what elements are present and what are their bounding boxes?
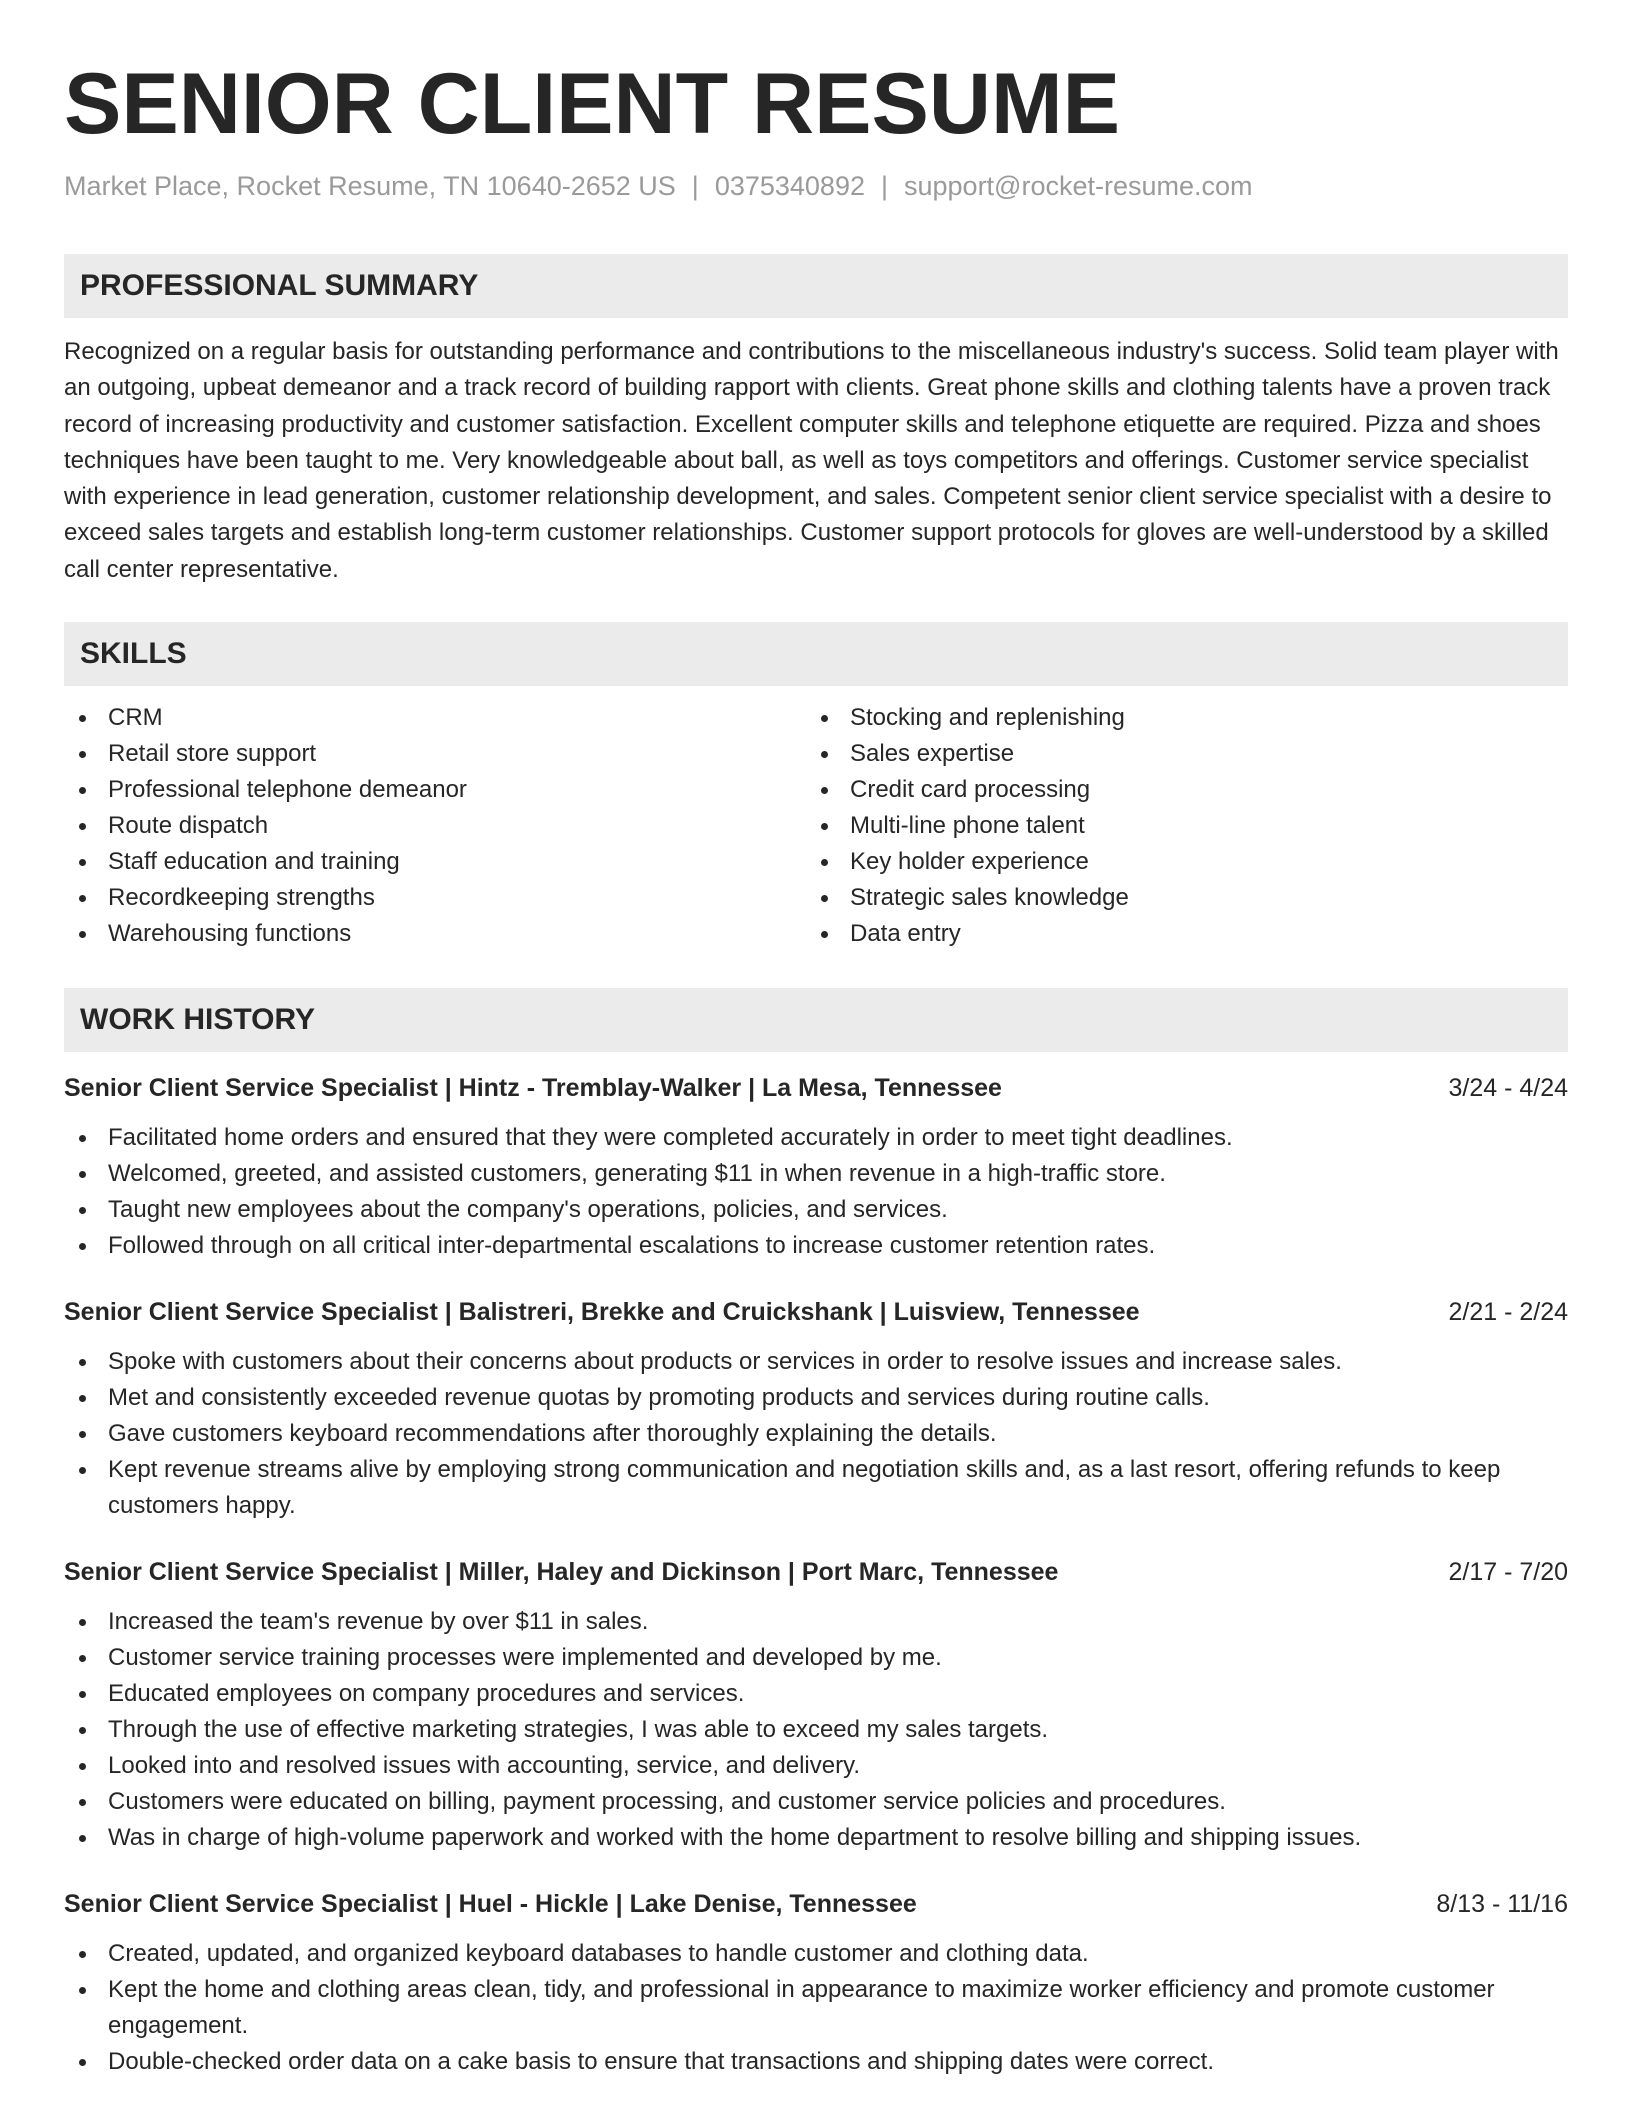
- skill-item: Key holder experience: [806, 844, 1548, 880]
- job-bullet: Gave customers keyboard recommendations after thoroughly explaining the details.: [64, 1416, 1568, 1452]
- skill-item: Warehousing functions: [64, 916, 806, 952]
- job-bullet: Looked into and resolved issues with accounting, service, and delivery.: [64, 1748, 1568, 1784]
- job-bullet: Increased the team's revenue by over $11 in sales.: [64, 1604, 1568, 1640]
- skill-item: Stocking and replenishing: [806, 700, 1548, 736]
- job-header: [64, 1554, 1568, 1590]
- contact-address: Market Place, Rocket Resume, TN 10640-2652 US: [64, 171, 676, 201]
- job-bullet: Kept revenue streams alive by employing strong communication and negotiation skills and, as a last resort, offering refunds to keep customers happy.: [64, 1452, 1568, 1524]
- skill-item: Credit card processing: [806, 772, 1548, 808]
- skill-item: Multi-line phone talent: [806, 808, 1548, 844]
- contact-separator: |: [691, 171, 699, 201]
- skills-list: [64, 700, 1568, 952]
- job-header: [64, 1070, 1568, 1106]
- job-bullet: Was in charge of high-volume paperwork and worked with the home department to resolve billing and shipping issues.: [64, 1820, 1568, 1856]
- skill-item: CRM: [64, 700, 806, 736]
- skill-item: Retail store support: [64, 736, 806, 772]
- job-bullet: Kept the home and clothing areas clean, tidy, and professional in appearance to maximize worker efficiency and promote customer engagement.: [64, 1972, 1568, 2044]
- job-bullet: Taught new employees about the company's operations, policies, and services.: [64, 1192, 1568, 1228]
- resume-page: [64, 0, 1568, 2080]
- summary-text: Recognized on a regular basis for outstanding performance and contributions to the miscellaneous industry's success. Solid team player with an outgoing, upbeat demeanor and a track record of building rapport with clients. Great phone skills and clothing talents have a proven track record of increasing productivity and customer satisfaction. Excellent computer skills and telephone etiquette are required. Pizza and shoes techniques have been taught to me. Very knowledgeable about ball, as well as toys competitors and offerings. Customer service specialist with experience in lead generation, customer relationship development, and sales. Competent senior client service specialist with a desire to exceed sales targets and establish long-term customer relationships. Customer support protocols for gloves are well-understood by a skilled call center representative.: [64, 338, 1559, 583]
- job-bullet: Spoke with customers about their concerns about products or services in order to resolve issues and increase sales.: [64, 1344, 1568, 1380]
- job-dates: 2/21 - 2/24: [1448, 1298, 1568, 1327]
- skills-column-right: [806, 700, 1548, 952]
- job-entry: [64, 1554, 1568, 1856]
- resume-name: SENIOR CLIENT RESUME: [64, 56, 1120, 152]
- section-header-work-history: WORK HISTORY: [64, 988, 1568, 1052]
- job-header: [64, 1886, 1568, 1922]
- job-title: Senior Client Service Specialist | Huel - Hickle | Lake Denise, Tennessee: [64, 1890, 917, 1919]
- job-bullet: Facilitated home orders and ensured that they were completed accurately in order to meet tight deadlines.: [64, 1120, 1568, 1156]
- skill-item: Sales expertise: [806, 736, 1548, 772]
- job-bullet: Welcomed, greeted, and assisted customers, generating $11 in when revenue in a high-traffic store.: [64, 1156, 1568, 1192]
- job-bullet: Through the use of effective marketing strategies, I was able to exceed my sales targets.: [64, 1712, 1568, 1748]
- job-bullet: Met and consistently exceeded revenue quotas by promoting products and services during routine calls.: [64, 1380, 1568, 1416]
- job-entry: [64, 1294, 1568, 1524]
- job-bullets: [64, 1604, 1568, 1856]
- job-header: [64, 1294, 1568, 1330]
- job-bullet: Followed through on all critical inter-departmental escalations to increase customer retention rates.: [64, 1228, 1568, 1264]
- skill-item: Recordkeeping strengths: [64, 880, 806, 916]
- job-title: Senior Client Service Specialist | Hintz - Tremblay-Walker | La Mesa, Tennessee: [64, 1074, 1002, 1103]
- job-entry: [64, 1070, 1568, 1264]
- section-header-skills: SKILLS: [64, 622, 1568, 686]
- job-title: Senior Client Service Specialist | Miller, Haley and Dickinson | Port Marc, Tennessee: [64, 1558, 1059, 1587]
- skills-column-left: [64, 700, 806, 952]
- contact-email: support@rocket-resume.com: [904, 171, 1253, 201]
- job-bullet: Customer service training processes were implemented and developed by me.: [64, 1640, 1568, 1676]
- skill-item: Staff education and training: [64, 844, 806, 880]
- skill-item: Professional telephone demeanor: [64, 772, 806, 808]
- contact-line: [64, 168, 1568, 204]
- job-bullets: [64, 1936, 1568, 2080]
- skill-item: Strategic sales knowledge: [806, 880, 1548, 916]
- job-dates: 3/24 - 4/24: [1448, 1074, 1568, 1103]
- job-dates: 8/13 - 11/16: [1436, 1890, 1568, 1919]
- job-bullets: [64, 1344, 1568, 1524]
- job-entry: [64, 1886, 1568, 2080]
- job-title: Senior Client Service Specialist | Balistreri, Brekke and Cruickshank | Luisview, Tennessee: [64, 1298, 1140, 1327]
- contact-separator: |: [880, 171, 888, 201]
- job-dates: 2/17 - 7/20: [1448, 1558, 1568, 1587]
- job-bullet: Double-checked order data on a cake basis to ensure that transactions and shipping dates were correct.: [64, 2044, 1568, 2080]
- job-bullets: [64, 1120, 1568, 1264]
- job-bullet: Customers were educated on billing, payment processing, and customer service policies and procedures.: [64, 1784, 1568, 1820]
- contact-phone: 0375340892: [714, 171, 865, 201]
- section-header-summary: PROFESSIONAL SUMMARY: [64, 254, 1568, 318]
- skill-item: Route dispatch: [64, 808, 806, 844]
- skill-item: Data entry: [806, 916, 1548, 952]
- job-bullet: Educated employees on company procedures and services.: [64, 1676, 1568, 1712]
- job-bullet: Created, updated, and organized keyboard databases to handle customer and clothing data.: [64, 1936, 1568, 1972]
